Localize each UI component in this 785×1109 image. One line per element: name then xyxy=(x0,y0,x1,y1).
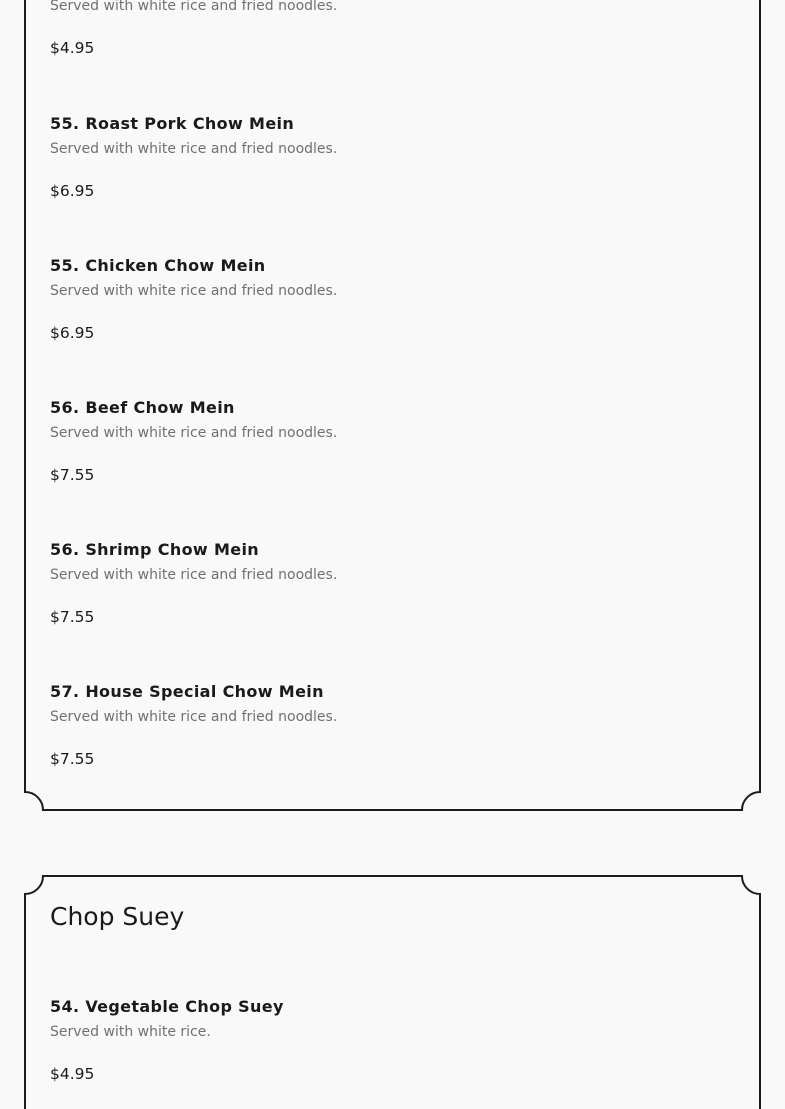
item-description: Served with white rice and fried noodles. xyxy=(50,0,338,14)
section-title: Chop Suey xyxy=(50,902,185,931)
menu-card-chop-suey xyxy=(24,875,761,1109)
item-name: 56. Shrimp Chow Mein xyxy=(50,540,260,559)
item-name: 55. Roast Pork Chow Mein xyxy=(50,114,295,133)
menu-card-chow-mein xyxy=(24,0,761,811)
item-price: $6.95 xyxy=(50,324,95,342)
item-name: 54. Vegetable Chop Suey xyxy=(50,997,284,1016)
item-name: 55. Chicken Chow Mein xyxy=(50,256,266,275)
item-price: $4.95 xyxy=(50,39,95,57)
item-description: Served with white rice and fried noodles. xyxy=(50,709,338,725)
item-price: $7.55 xyxy=(50,608,95,626)
item-description: Served with white rice and fried noodles. xyxy=(50,425,338,441)
item-name: 57. House Special Chow Mein xyxy=(50,682,324,701)
item-name: 56. Beef Chow Mein xyxy=(50,398,235,417)
item-price: $4.95 xyxy=(50,1065,95,1083)
item-description: Served with white rice and fried noodles. xyxy=(50,567,338,583)
item-price: $7.55 xyxy=(50,466,95,484)
item-description: Served with white rice and fried noodles. xyxy=(50,283,338,299)
item-description: Served with white rice and fried noodles. xyxy=(50,141,338,157)
item-price: $6.95 xyxy=(50,182,95,200)
item-description: Served with white rice. xyxy=(50,1024,211,1040)
item-price: $7.55 xyxy=(50,750,95,768)
